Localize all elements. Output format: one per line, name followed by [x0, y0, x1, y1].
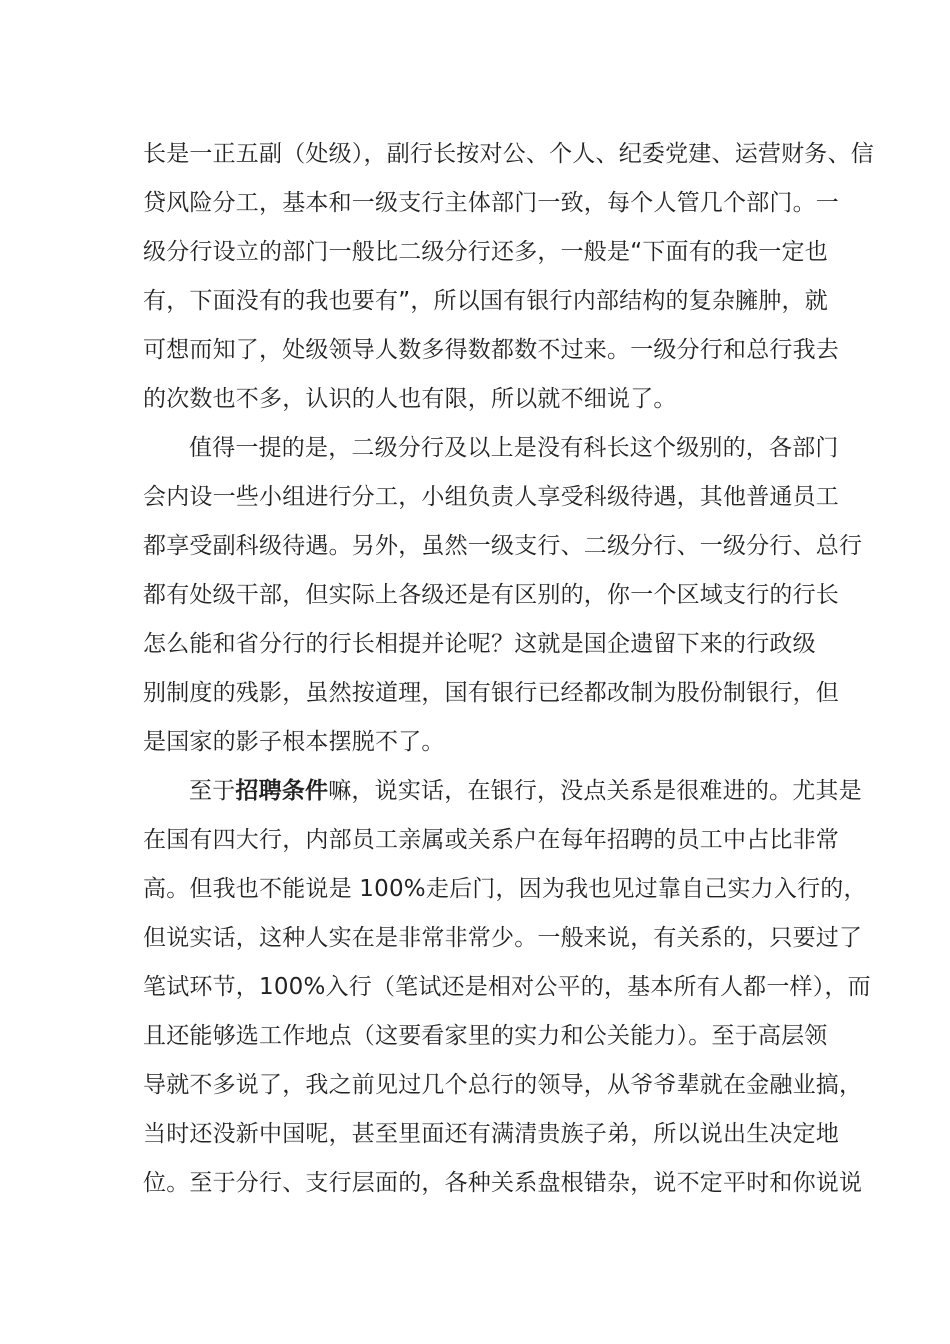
- text-line: 位。至于分行、支行层面的，各种关系盘根错杂，说不定平时和你说说: [143, 1170, 863, 1196]
- document-page: [143, 130, 874, 1208]
- text-line: 导就不多说了，我之前见过几个总行的领导，从爷爷辈就在金融业搞，: [143, 1072, 863, 1098]
- text-line: 都有处级干部，但实际上各级还是有区别的，你一个区域支行的行长: [143, 582, 839, 608]
- paragraph-1: [143, 130, 874, 424]
- text-line: 高。但我也不能说是 100%走后门，因为我也见过靠自己实力入行的，: [143, 876, 867, 902]
- text-suffix: 嘛，说实话，在银行，没点关系是很难进的。尤其是: [328, 778, 862, 804]
- text-line: 有，下面没有的我也要有”，所以国有银行内部结构的复杂臃肿，就: [143, 288, 828, 314]
- text-line: 级分行设立的部门一般比二级分行还多，一般是“下面有的我一定也: [143, 239, 828, 265]
- text-line: 怎么能和省分行的行长相提并论呢？这就是国企遗留下来的行政级: [143, 631, 816, 657]
- text-line-first: [143, 767, 862, 816]
- text-line: 但说实话，这种人实在是非常非常少。一般来说，有关系的，只要过了: [143, 925, 863, 951]
- text-line: 别制度的残影，虽然按道理，国有银行已经都改制为股份制银行，但: [143, 680, 839, 706]
- text-line: 笔试环节，100%入行（笔试还是相对公平的，基本所有人都一样），而: [143, 974, 871, 1000]
- bold-term-recruitment: 招聘条件: [235, 778, 329, 804]
- text-line: 可想而知了，处级领导人数多得数都数不过来。一级分行和总行我去: [143, 337, 839, 363]
- text-line: 贷风险分工，基本和一级支行主体部门一致，每个人管几个部门。一: [143, 190, 839, 216]
- text-line: 且还能够选工作地点（这要看家里的实力和公关能力）。至于高层领: [143, 1023, 828, 1049]
- text-line: 的次数也不多，认识的人也有限，所以就不细说了。: [143, 386, 677, 412]
- text-line: 长是一正五副（处级），副行长按对公、个人、纪委党建、运营财务、信: [143, 141, 874, 167]
- text-line: 会内设一些小组进行分工，小组负责人享受科级待遇，其他普通员工: [143, 484, 839, 510]
- text-line: 在国有四大行，内部员工亲属或关系户在每年招聘的员工中占比非常: [143, 827, 839, 853]
- text-line: 是国家的影子根本摆脱不了。: [143, 729, 445, 755]
- paragraph-3: [143, 767, 871, 1208]
- text-line: 值得一提的是，二级分行及以上是没有科长这个级别的，各部门: [189, 435, 839, 461]
- text-prefix: 至于: [189, 778, 236, 804]
- text-line: 当时还没新中国呢，甚至里面还有满清贵族子弟，所以说出生决定地: [143, 1121, 839, 1147]
- text-line: 都享受副科级待遇。另外，虽然一级支行、二级分行、一级分行、总行: [143, 533, 863, 559]
- paragraph-2: [143, 424, 863, 767]
